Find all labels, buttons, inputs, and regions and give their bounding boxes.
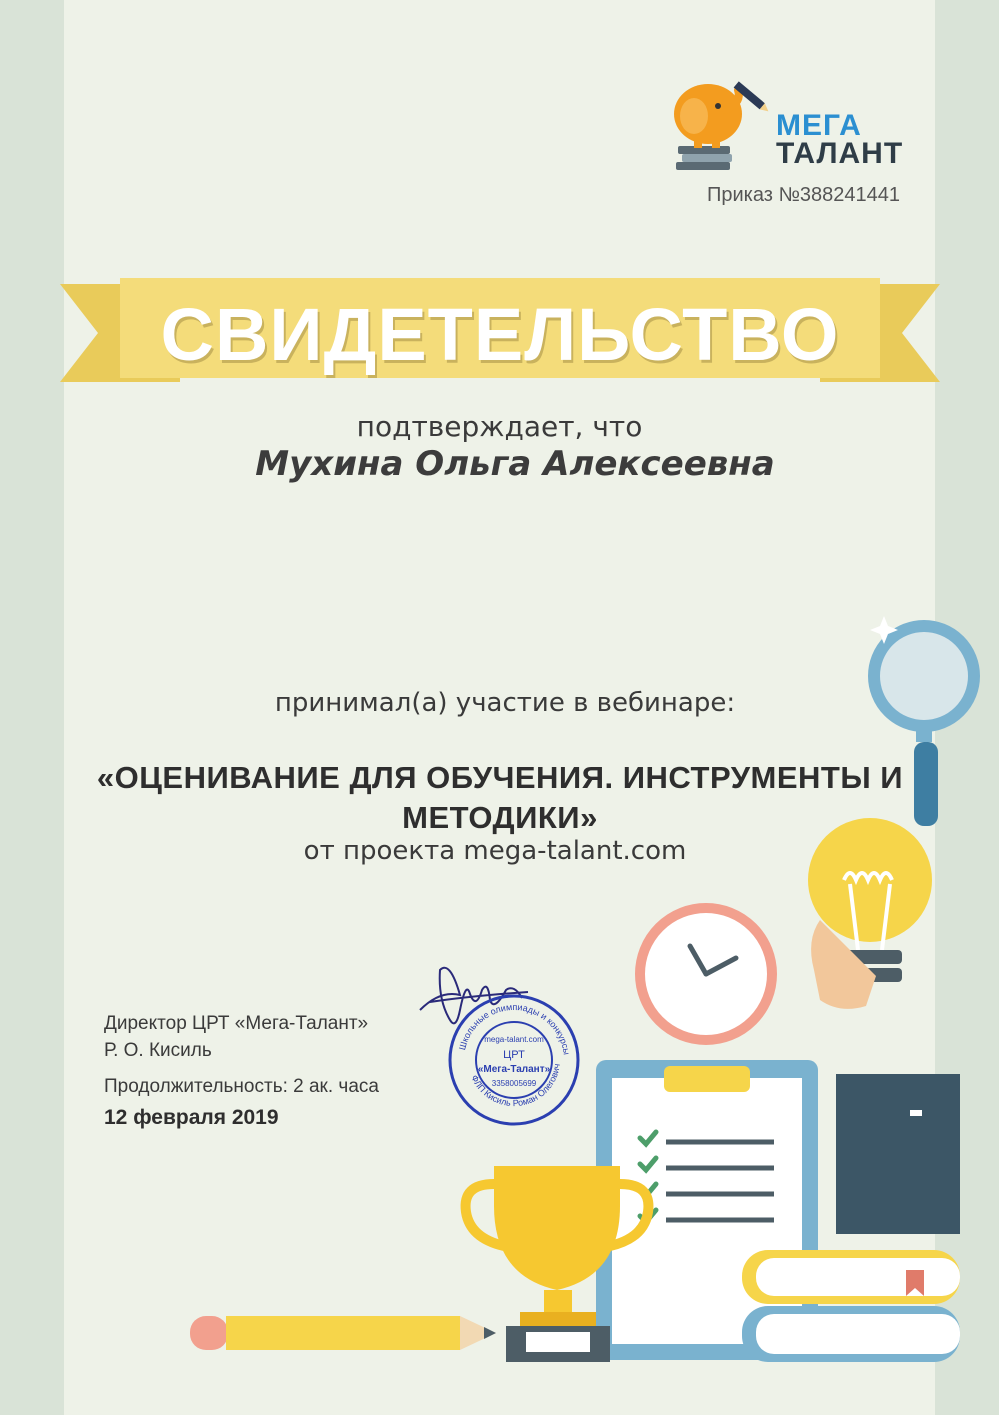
lightbulb-icon: [808, 818, 932, 1009]
stamp-center-1: ЦРТ: [503, 1049, 525, 1061]
issue-date: 12 февраля 2019: [104, 1106, 279, 1129]
magnifier-icon: [870, 616, 974, 826]
participation-text: принимал(а) участие в вебинаре:: [274, 688, 736, 718]
books-icon: [742, 1250, 960, 1362]
director-name: Р. О. Кисиль: [104, 1040, 212, 1061]
education-illustration: [180, 600, 999, 1415]
duration-text: Продолжительность: 2 ак. часа: [104, 1076, 379, 1097]
logo-wordmark: [776, 109, 904, 170]
clock-icon: [640, 908, 772, 1040]
stamp-center-2: «Мега-Талант»: [477, 1064, 551, 1075]
stamp-ring-bottom: ФЛП Кисиль Роман Олегович: [469, 1062, 562, 1109]
event-title: «ОЦЕНИВАНИЕ ДЛЯ ОБУЧЕНИЯ. ИНСТРУМЕНТЫ И МЕТОДИКИ»: [96, 760, 904, 835]
stamp-site: mega-talant.com: [484, 1035, 544, 1044]
pencil-icon: [190, 1316, 496, 1350]
stamp-ring-top: Школьные олимпиады и конкурсы: [457, 1001, 572, 1056]
project-text: от проекта mega-talant.com: [303, 836, 687, 866]
director-role: Директор ЦРТ «Мега-Талант»: [104, 1013, 369, 1034]
logo-line-1: МЕГА: [776, 109, 862, 142]
recipient-name: Мухина Ольга Алексеевна: [255, 444, 775, 484]
certificate-title: СВИДЕТЕЛЬСТВО: [160, 293, 840, 376]
stamp-number: 3358005699: [491, 1079, 537, 1088]
order-number: Приказ №388241441: [706, 184, 900, 206]
logo-line-2: ТАЛАНТ: [776, 137, 904, 170]
confirms-text: подтверждает, что: [356, 410, 643, 443]
